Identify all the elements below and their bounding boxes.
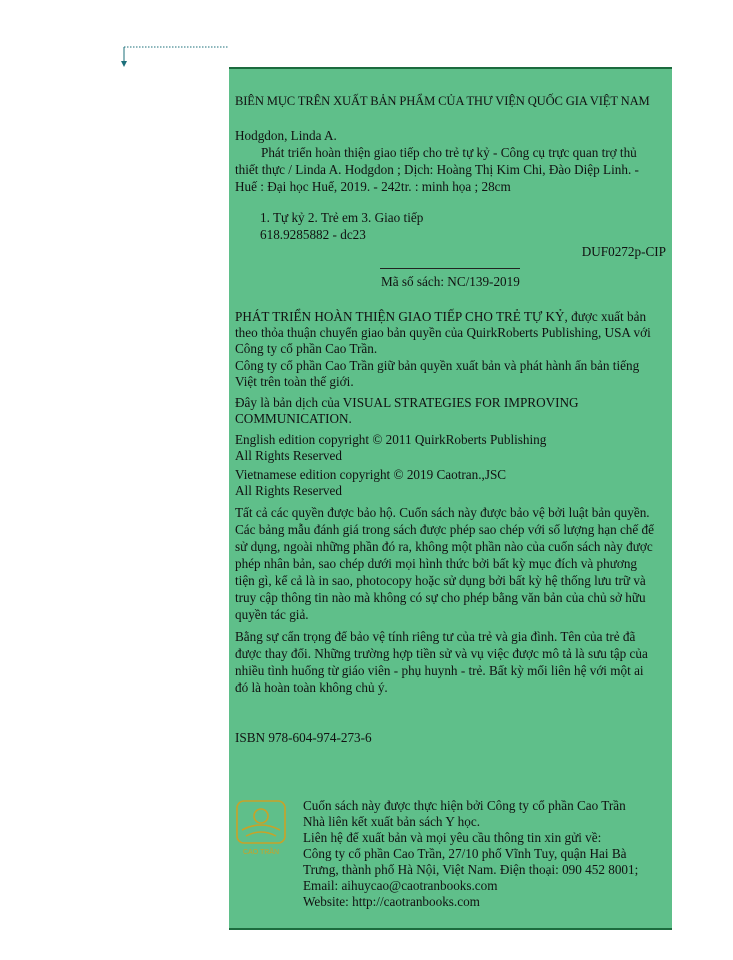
publisher-line: Trưng, thành phố Hà Nội, Việt Nam. Điện thoại: 090 452 8001; <box>303 862 639 877</box>
cip-title-line: thiết thực / Linda A. Hodgdon ; Dịch: Hoàng Thị Kim Chi, Đào Diệp Linh. - <box>235 162 639 177</box>
cip-heading: BIÊN MỤC TRÊN XUẤT BẢN PHẨM CỦA THƯ VIỆN QUỐC GIA VIỆT NAM <box>235 94 650 108</box>
rights-line: Việt trên toàn thế giới. <box>235 374 354 389</box>
publisher-website: Website: http://caotranbooks.com <box>303 894 480 909</box>
cip-code: DUF0272p-CIP <box>581 244 666 259</box>
notice-line: phép nhân bản, sao chép dưới mọi hình thức bởi bất kỳ mục đích và phương <box>235 556 638 571</box>
notice-line: sử dụng, ngoài những phần đó ra, không một phần nào của cuốn sách này được <box>235 539 653 554</box>
copyright-page-panel <box>229 67 672 930</box>
cip-subjects: 1. Tự kỷ 2. Trẻ em 3. Giao tiếp <box>260 210 424 225</box>
publisher-line: Nhà liên kết xuất bản sách Y học. <box>303 814 480 829</box>
divider <box>380 268 520 269</box>
vietnamese-reserved: All Rights Reserved <box>235 483 342 498</box>
privacy-line: đó là hoàn toàn không chủ ý. <box>235 680 388 695</box>
logo-text: CAO TRẦN <box>242 849 280 856</box>
notice-line: quyền tác giả. <box>235 607 309 622</box>
publisher-email: Email: aihuycao@caotranbooks.com <box>303 878 498 893</box>
privacy-line: được thay đổi. Những trường hợp tiền sử và vụ việc được mô tả là sưu tập của <box>235 646 648 661</box>
publisher-line: Công ty cổ phần Cao Trần, 27/10 phố Vĩnh Tuy, quận Hai Bà <box>303 846 627 861</box>
publisher-logo-icon <box>236 800 286 856</box>
notice-line: Các bảng mẫu đánh giá trong sách được phép sao chép với số lượng hạn chế để <box>235 522 654 537</box>
notice-line: truy cập thông tin nào mà không có sự cho phép bằng văn bản của chủ sở hữu <box>235 590 646 605</box>
privacy-line: nhiều tình huống từ giáo viên - phụ huynh - trẻ. Bất kỳ mối liên hệ với một ai <box>235 663 644 678</box>
cip-title-line: Huế : Đại học Huế, 2019. - 242tr. : minh họa ; 28cm <box>235 179 511 194</box>
english-copyright: English edition copyright © 2011 QuirkRoberts Publishing <box>235 432 547 447</box>
publisher-line: Liên hệ để xuất bản và mọi yêu cầu thông tin xin gửi về: <box>303 830 602 845</box>
rights-line: Công ty cổ phần Cao Trần. <box>235 341 378 356</box>
rights-line: Công ty cổ phần Cao Trần giữ bản quyền xuất bản và phát hành ấn bản tiếng <box>235 358 640 373</box>
cip-ddc: 618.9285882 - dc23 <box>260 227 366 242</box>
crop-mark-icon <box>121 46 231 68</box>
rights-line: theo thỏa thuận chuyển giao bản quyền của QuirkRoberts Publishing, USA với <box>235 325 651 340</box>
english-reserved: All Rights Reserved <box>235 448 342 463</box>
publisher-line: Cuốn sách này được thực hiện bởi Công ty cổ phần Cao Trần <box>303 798 626 813</box>
privacy-line: Bằng sự cẩn trọng để bảo vệ tính riêng tư của trẻ và gia đình. Tên của trẻ đã <box>235 629 636 644</box>
rights-line: COMMUNICATION. <box>235 411 352 426</box>
vietnamese-copyright: Vietnamese edition copyright © 2019 Caotran.,JSC <box>235 467 507 482</box>
book-code: Mã số sách: NC/139-2019 <box>381 274 520 289</box>
rights-line: PHÁT TRIỂN HOÀN THIỆN GIAO TIẾP CHO TRẺ TỰ KỶ, được xuất bản <box>235 309 647 324</box>
cip-author: Hodgdon, Linda A. <box>235 128 337 143</box>
notice-line: tiện gì, kể cả là in sao, photocopy hoặc sử dụng bởi bất kỳ hệ thống lưu trữ và <box>235 573 646 588</box>
notice-line: Tất cả các quyền được bảo hộ. Cuốn sách này được bảo vệ bởi luật bản quyền. <box>235 505 650 520</box>
isbn: ISBN 978-604-974-273-6 <box>235 730 372 745</box>
cip-title-line: Phát triển hoàn thiện giao tiếp cho trẻ tự kỷ - Công cụ trực quan trợ thủ <box>261 145 637 160</box>
rights-line: Đây là bản dịch của VISUAL STRATEGIES FOR IMPROVING <box>235 395 579 410</box>
